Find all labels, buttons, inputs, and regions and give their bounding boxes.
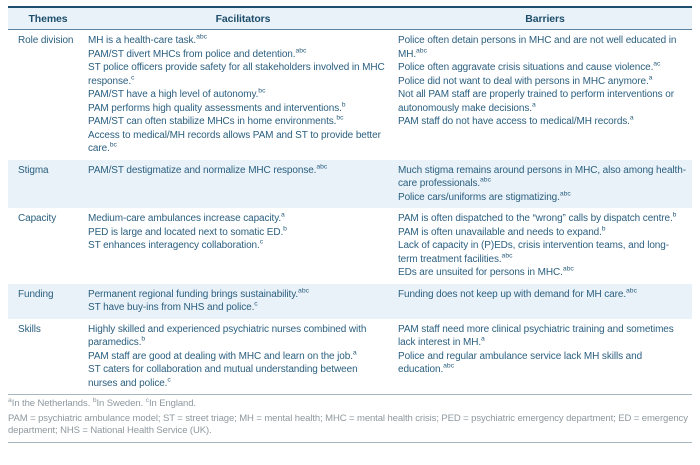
- footnote-abbreviations: PAM = psychiatric ambulance model; ST = street triage; MH = mental health; MHC = mental health crisis; PED = psychiatric emergency department; ED = emergency department; NHS = National Health Service (UK).: [8, 412, 688, 436]
- table-row: [8, 30, 692, 160]
- table-row: [8, 160, 692, 209]
- themes-facilitators-barriers-table: [8, 6, 692, 394]
- theme-label: Funding: [18, 288, 54, 300]
- source-superscript: c: [259, 238, 264, 246]
- column-header-themes: Themes: [28, 13, 68, 25]
- barriers-cell: [398, 160, 692, 209]
- barriers-cell: [398, 284, 692, 319]
- facilitators-cell: [88, 319, 398, 395]
- facilitator-item: PED is large and located next to somatic ED.$^b$: [88, 225, 287, 238]
- facilitator-item: Access to medical/MH records allows PAM and ST to provide better care.$^{bc}$: [88, 129, 381, 154]
- source-superscript: bc: [109, 141, 117, 149]
- source-superscript: a: [8, 396, 12, 404]
- source-superscript: abc: [559, 190, 571, 198]
- source-superscript: a: [281, 211, 285, 219]
- barrier-item: PAM staff need more clinical psychiatric training and sometimes lack interest in MH.$^a$: [398, 323, 674, 348]
- barrier-item: Much stigma remains around persons in MHC, also among health-care professionals.$^{abc}$: [398, 164, 686, 189]
- barriers-cell: [398, 30, 692, 160]
- source-superscript: abc: [416, 47, 427, 55]
- source-superscript: a: [352, 349, 357, 357]
- column-header-barriers: Barriers: [525, 13, 565, 25]
- barrier-item: PAM is often dispatched to the “wrong” calls by dispatch centre.$^b$: [398, 211, 677, 224]
- facilitators-cell: [88, 30, 398, 160]
- facilitator-item: PAM/ST destigmatize and normalize MHC response.$^{abc}$: [88, 163, 328, 176]
- facilitator-item: Highly skilled and experienced psychiatric nurses combined with paramedics.$^b$: [88, 323, 367, 348]
- barrier-item: Police often detain persons in MHC and are not well educated in MH.$^{abc}$: [398, 35, 677, 60]
- source-superscript: bc: [336, 114, 344, 122]
- facilitator-item: MH is a health-care task.$^{abc}$: [88, 33, 208, 46]
- barrier-item: Not all PAM staff are properly trained to perform interventions or autonomously make decisions.$^a$: [398, 89, 674, 114]
- barrier-item: Police did not want to deal with persons in MHC anymore.$^a$: [398, 74, 653, 87]
- table-row: [8, 284, 692, 319]
- facilitators-cell: [88, 160, 398, 209]
- source-superscript: b: [141, 335, 146, 343]
- source-superscript: c: [167, 376, 171, 384]
- barrier-item: Police cars/uniforms are stigmatizing.$^{abc}$: [398, 190, 571, 203]
- source-superscript: b: [672, 211, 677, 219]
- footnote-sources: $^a$In the Netherlands. $^b$In Sweden. $^c$In England.: [8, 396, 196, 409]
- facilitator-item: PAM/ST have a high level of autonomy.$^{bc}$: [88, 87, 266, 100]
- source-superscript: b: [283, 225, 287, 233]
- theme-label: Stigma: [18, 164, 49, 176]
- barrier-item: Lack of capacity in (P)EDs, crisis intervention teams, and long-term treatment facilities.$^{abc}$: [398, 240, 669, 265]
- source-superscript: abc: [480, 176, 491, 184]
- source-superscript: c: [145, 396, 149, 404]
- facilitator-item: PAM performs high quality assessments and interventions.$^b$: [88, 101, 346, 114]
- facilitators-cell: [88, 284, 398, 319]
- facilitator-item: ST have buy-ins from NHS and police.$^c$: [88, 300, 258, 313]
- source-superscript: abc: [562, 265, 574, 273]
- source-superscript: a: [629, 114, 634, 122]
- table-row: [8, 208, 692, 284]
- barrier-item: EDs are unsuited for persons in MHC.$^{abc}$: [398, 265, 574, 278]
- source-superscript: ac: [653, 60, 661, 68]
- table-body: [8, 30, 692, 394]
- facilitator-item: ST enhances interagency collaboration.$^c$: [88, 238, 264, 251]
- source-superscript: a: [481, 335, 485, 343]
- source-superscript: a: [531, 101, 536, 109]
- facilitator-item: PAM staff are good at dealing with MHC and learn on the job.$^a$: [88, 349, 357, 362]
- barrier-item: PAM staff do not have access to medical/MH records.$^a$: [398, 114, 634, 127]
- facilitator-item: ST caters for collaboration and mutual understanding between nurses and police.$^c$: [88, 364, 358, 389]
- source-superscript: a: [648, 74, 653, 82]
- barrier-item: Police often aggravate crisis situations and cause violence.$^{ac}$: [398, 60, 661, 73]
- facilitator-item: PAM/ST divert MHCs from police and detention.$^{abc}$: [88, 47, 307, 60]
- source-superscript: abc: [196, 33, 208, 41]
- facilitator-item: ST police officers provide safety for all stakeholders involved in MHC response.$^c$: [88, 62, 385, 87]
- facilitator-item: PAM/ST can often stabilize MHCs in home environments.$^{bc}$: [88, 114, 344, 127]
- source-superscript: b: [601, 225, 606, 233]
- theme-label: Role division: [18, 35, 74, 46]
- barrier-item: Police and regular ambulance service lack MH skills and education.$^{abc}$: [398, 350, 643, 375]
- theme-label: Skills: [18, 323, 41, 335]
- source-superscript: b: [92, 396, 97, 404]
- barriers-cell: [398, 319, 692, 395]
- barrier-item: PAM is often unavailable and needs to expand.$^b$: [398, 225, 606, 238]
- source-superscript: abc: [295, 47, 307, 55]
- source-superscript: abc: [316, 163, 328, 171]
- source-superscript: c: [254, 300, 258, 308]
- source-superscript: bc: [258, 87, 266, 95]
- barrier-item: Funding does not keep up with demand for MH care.$^{abc}$: [398, 287, 637, 300]
- facilitators-cell: [88, 208, 398, 284]
- column-header-facilitators: Facilitators: [215, 13, 271, 25]
- source-superscript: abc: [443, 362, 455, 370]
- facilitator-item: Permanent regional funding brings sustainability.$^{abc}$: [88, 287, 310, 300]
- source-superscript: c: [131, 74, 135, 82]
- source-superscript: abc: [501, 252, 513, 260]
- table-row: [8, 319, 692, 395]
- theme-label: Capacity: [18, 213, 57, 224]
- facilitator-item: Medium-care ambulances increase capacity.$^a$: [88, 211, 285, 224]
- table-footnotes: [8, 394, 692, 443]
- barriers-cell: [398, 208, 692, 284]
- source-superscript: b: [341, 101, 346, 109]
- table-header-row: [8, 8, 692, 30]
- source-superscript: abc: [298, 287, 310, 295]
- source-superscript: abc: [626, 287, 637, 295]
